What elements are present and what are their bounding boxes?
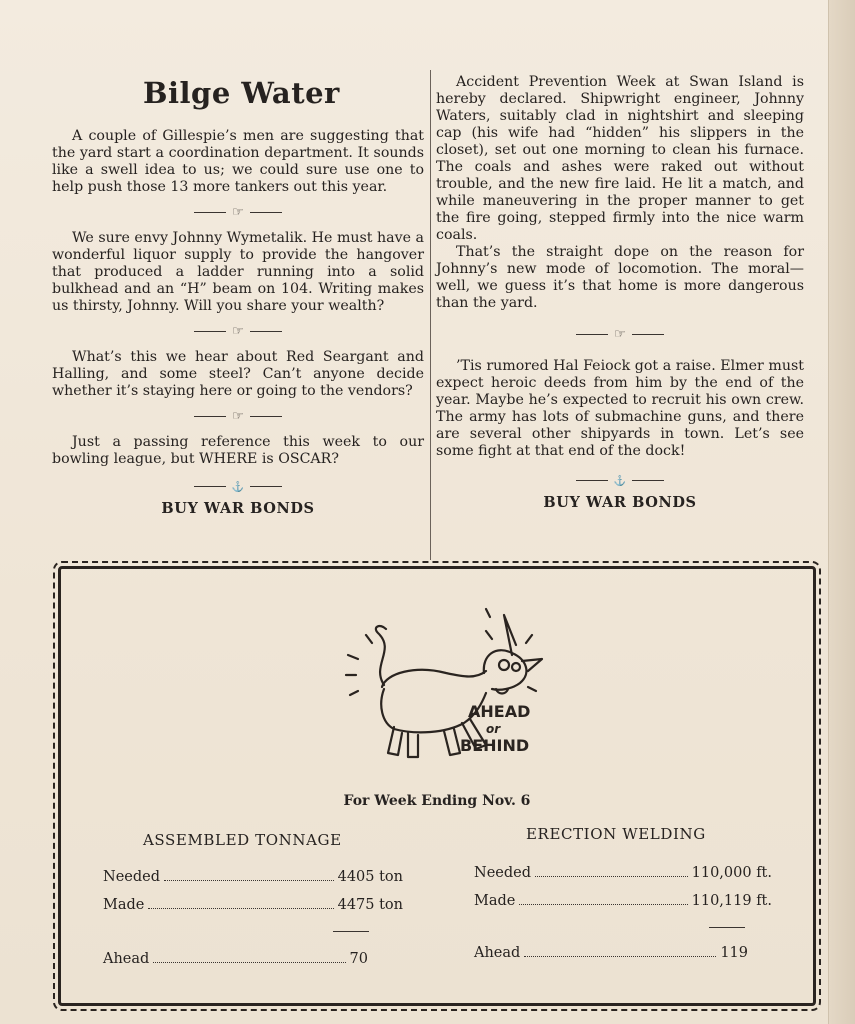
welding-ahead-row [474,945,748,961]
hand-separator [436,324,804,346]
donkey-mascot-icon [336,595,546,770]
paragraph: A couple of Gillespie’s men are suggesting that the yard start a coordination department. It sounds like a swell idea to us; we could sure use one to help push those 13 more tankers out this year. [52,128,424,195]
badge-ahead: AHEAD [468,702,531,721]
production-report-box [58,566,816,1006]
hand-separator [52,321,424,343]
hand-separator [52,202,424,224]
column-divider [430,70,431,560]
row-value: 110,000 ft. [691,865,772,881]
left-column [52,128,424,517]
war-bonds-slogan: BUY WAR BONDS [161,500,315,517]
row-value: 119 [720,945,748,961]
paragraph: We sure envy Johnny Wymetalik. He must have a wonderful liquor supply to provide the hangover that produced a ladder running into a solid bulkhead and an “H” beam on 104. Writing makes us thirsty, Johnny. Will you share your wealth? [52,230,424,314]
row-value: 70 [349,951,368,967]
paragraph: Just a passing reference this week to our bowling league, but WHERE is OSCAR? [52,434,424,467]
war-bonds-slogan: BUY WAR BONDS [543,494,697,511]
row-value: 4475 ton [337,897,403,913]
anchor-icon: ⚓ [613,476,627,487]
welding-needed-row [474,865,772,881]
badge-or: or [486,722,501,736]
paragraph: What’s this we hear about Red Seargant and Halling, and some steel? Can’t anyone decide whether it’s staying here or going to the vendors? [52,349,424,399]
tonnage-made-row [103,897,403,913]
row-label: Made [103,897,145,913]
paragraph: That’s the straight dope on the reason for Johnny’s new mode of locomotion. The moral—well, we guess it’s that home is more dangerous than the yard. [436,244,804,311]
row-label: Ahead [474,945,521,961]
tonnage-needed-row [103,869,403,885]
row-value: 4405 ton [337,869,403,885]
hand-separator [52,406,424,428]
welding-made-row [474,893,772,909]
anchor-separator [436,470,804,492]
article-title: Bilge Water [143,76,340,110]
pointing-hand-icon: ☞ [232,205,244,220]
pointing-hand-icon: ☞ [614,327,626,342]
row-label: Needed [474,865,531,881]
badge-behind: BEHIND [460,736,530,755]
paragraph: Accident Prevention Week at Swan Island is hereby declared. Shipwright engineer, Johnny Waters, suitably clad in nightshirt and sleeping cap (his wife had “hidden” his slippers in the closet), set out one morning to clean his furnace. The coals and ashes were raked out without trouble, and the new fire laid. He lit a match, and while maneuvering in the proper manner to get the fire going, stepped firmly into the nice warm coals. [436,74,804,243]
tonnage-ahead-row [103,951,368,967]
pointing-hand-icon: ☞ [232,324,244,339]
anchor-separator [52,476,424,498]
right-column [436,74,804,511]
paragraph: ’Tis rumored Hal Feiock got a raise. Elmer must expect heroic deeds from him by the end of the year. Maybe he’s expected to recruit his own crew. The army has lots of submachine guns, and there are several other shipyards in town. Let’s see some fight at that end of the dock! [436,358,804,459]
welding-title: ERECTION WELDING [526,825,706,843]
row-label: Made [474,893,516,909]
row-label: Ahead [103,951,150,967]
week-heading: For Week Ending Nov. 6 [343,793,531,809]
pointing-hand-icon: ☞ [232,409,244,424]
row-label: Needed [103,869,160,885]
anchor-icon: ⚓ [231,482,245,493]
page-edge [828,0,855,1024]
row-value: 110,119 ft. [691,893,772,909]
tonnage-title: ASSEMBLED TONNAGE [143,831,342,849]
